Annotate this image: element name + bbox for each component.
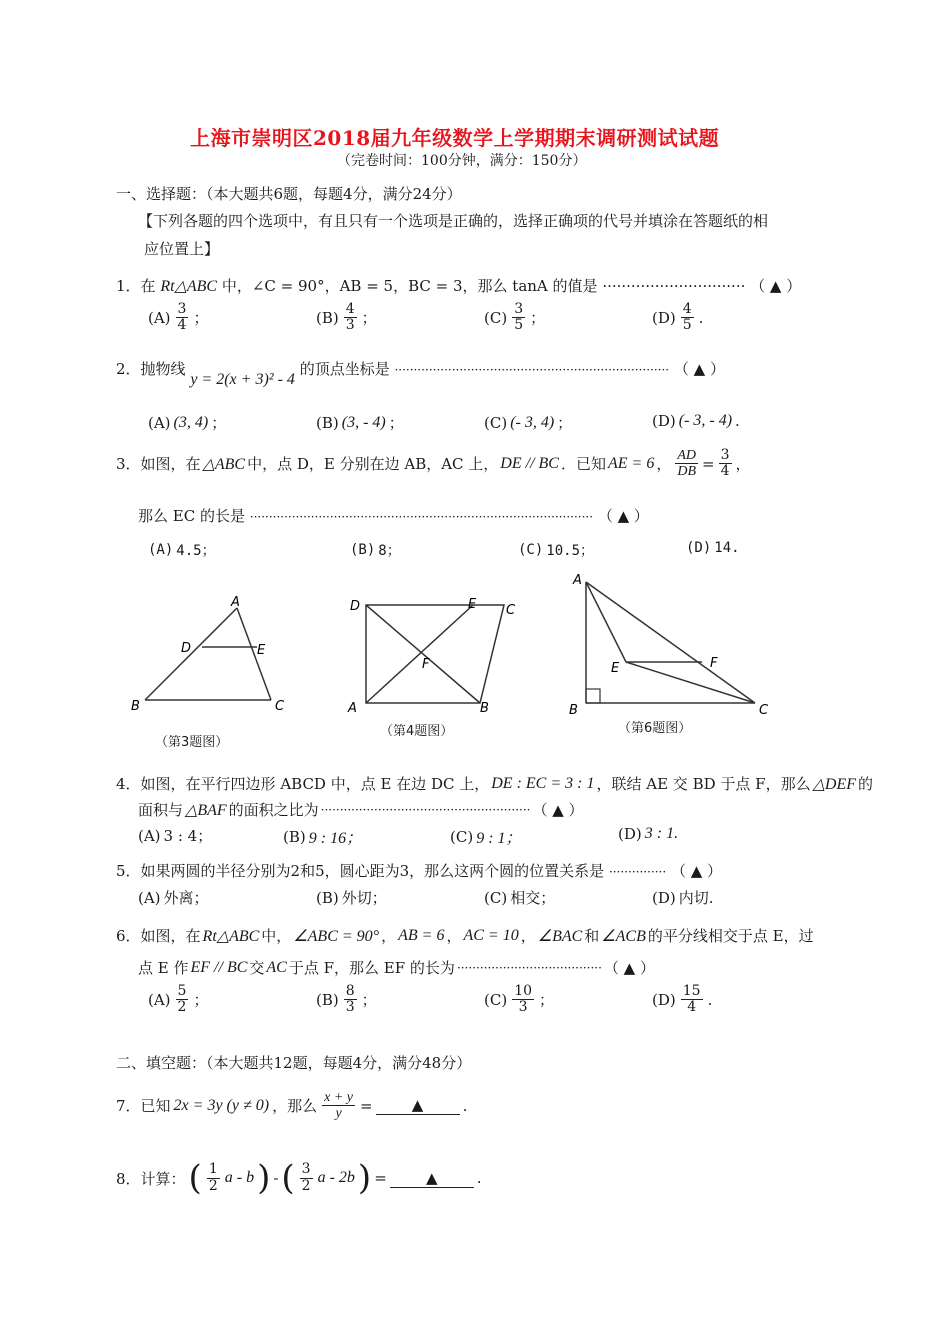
option-tail: ； (193, 309, 209, 328)
q1-stem: 中，∠C = 90°，AB = 5，BC = 3，那么 tanA 的值是 (221, 277, 598, 295)
q7-mid: ，那么 (272, 1097, 318, 1116)
fig6-right-angle (586, 689, 600, 703)
question-5 (116, 860, 722, 881)
q2-number: 2．抛物线 (116, 360, 186, 378)
fig4-label-a: A (348, 701, 357, 716)
q6-angle-acb: ∠ACB (601, 927, 646, 945)
question-7 (116, 1090, 467, 1122)
q5-stem: 5．如果两圆的半径分别为2和5，圆心距为3，那么这两个圆的位置关系是 (116, 862, 605, 880)
q6-segment-ac: AC (266, 958, 287, 976)
option-label: (A) (148, 308, 171, 327)
q7-lead: 7．已知 (116, 1097, 171, 1116)
q1-dots: ······························ (602, 277, 746, 295)
q1-option-b[interactable] (316, 302, 377, 334)
fig4-label-d: D (350, 599, 361, 614)
question-8: 8．计算： ( $\frac{1}{2}$ a - b ) - ( $\frac{3}{2}$ a - 2b ) = ▲ . (116, 1158, 482, 1198)
q2-option-d[interactable]: (D) (- 3, - 4) . (652, 412, 740, 430)
q6-cond-angle: ∠ABC = 90° (293, 927, 380, 945)
q5-option-c[interactable]: (C) 相交； (484, 888, 556, 907)
q4-stem-end: 的 (857, 775, 873, 793)
q6-stem: 6．如图，在 (116, 927, 201, 945)
fig3-caption: （第3题图） (155, 735, 229, 750)
question-4-line2 (138, 799, 584, 820)
fig4-label-f: F (422, 657, 430, 672)
figure-3 (125, 590, 305, 720)
q4-option-a[interactable]: (A) 3 : 4； (138, 826, 213, 845)
fig3-label-b: B (131, 699, 140, 714)
q2-option-a[interactable]: (A) (3, 4) ； (148, 413, 227, 432)
page-title: 上海市崇明区2018届九年级数学上学期期末调研测试试题 (190, 126, 720, 150)
fig3-label-c: C (275, 699, 285, 714)
figure-4 (340, 590, 530, 720)
option-fraction: $\frac{4}{5}$ (682, 301, 692, 334)
q4-stem: 4．如图，在平行四边形 ABCD 中，点 E 在边 DC 上， (116, 775, 490, 793)
q5-dots: ··············· (608, 865, 667, 879)
fig4-parallelogram (366, 605, 504, 703)
q8-expr2: a - 2b (317, 1169, 355, 1186)
q3-line2: 那么 EC 的长是 (138, 507, 245, 525)
q6-line2-cont: 交 (249, 959, 265, 977)
q3-number: 3．如图，在 (116, 455, 201, 474)
q2-formula: y = 2(x + 3)² - 4 (190, 371, 295, 388)
q4-line2: 面积与 (138, 801, 184, 819)
q4-option-d[interactable]: (D) 3 : 1. (618, 825, 679, 843)
question-3: 3．如图，在 △ABC 中，点 D，E 分别在边 AB，AC 上， DE // BC ．已知 AE = 6 ， $\frac{AD}{DB}$ = $\frac{3}{4}$ ， (116, 447, 751, 480)
question-3-line2 (138, 505, 649, 526)
option-label: (D) (652, 308, 676, 327)
q3-value: $\frac{3}{4}$ (720, 447, 730, 480)
exam-info: （完卷时间：100分钟，满分：150分） (337, 153, 587, 169)
q1-number: 1．在 (116, 277, 156, 295)
q5-answer-mark: （ ▲ ） (670, 862, 723, 880)
q1-option-d[interactable] (652, 302, 703, 334)
q6-option-d[interactable]: (D) $\frac{15}{4}$ . (652, 983, 713, 1016)
fig3-side-ac (237, 608, 271, 700)
fig4-label-b: B (480, 701, 489, 716)
q3-dots: ·························································································· (249, 510, 594, 524)
q3-answer-mark: （ ▲ ） (597, 507, 649, 525)
q6-dots: ······································ (456, 960, 602, 975)
question-6-line2 (138, 957, 655, 978)
fig3-label-e: E (257, 643, 266, 658)
fig6-caption: （第6题图） (618, 721, 692, 736)
q8-lead: 8．计算： (116, 1169, 186, 1188)
section2-heading: 二、填空题：（本大题共12题，每题4分，满分48分） (116, 1054, 472, 1072)
fig3-label-d: D (181, 641, 192, 656)
q6-cond-ab: AB = 6 (398, 926, 445, 944)
fig4-label-c: C (506, 603, 516, 618)
q7-equals: = (359, 1096, 373, 1115)
q6-line2-end: 于点 F，那么 EF 的长为 (288, 959, 455, 977)
q6-answer-mark: （ ▲ ） (603, 959, 655, 977)
option-tail: . (698, 308, 704, 327)
q5-option-d[interactable]: (D) 内切. (652, 888, 714, 907)
question-6: 6．如图，在 Rt△ABC 中， ∠ABC = 90° ， AB = 6 ， AC = 10 ， ∠BAC 和 ∠ACB 的平分线相交于点 E，过 (116, 926, 814, 945)
q6-option-a[interactable]: (A) $\frac{5}{2}$ ； (148, 983, 209, 1016)
section1-instruction: 【下列各题的四个选项中，有且只有一个选项是正确的，选择正确项的代号并填涂在答题纸的相 (138, 212, 769, 230)
q4-dots: ······················································· (320, 802, 531, 817)
fig3-label-a: A (231, 595, 240, 610)
section1-instruction-cont: 应位置上】 (144, 240, 220, 258)
option-tail: ； (361, 309, 377, 328)
q6-stem-end: 的平分线相交于点 E，过 (647, 927, 814, 945)
q3-option-a[interactable]: (A) 4.5； (148, 542, 216, 559)
q6-line2: 点 E 作 (138, 959, 189, 977)
option-fraction: $\frac{4}{3}$ (345, 301, 355, 334)
option-tail: ； (530, 309, 546, 328)
q4-answer-mark: （ ▲ ） (532, 801, 584, 819)
q6-option-b[interactable]: (B) $\frac{8}{3}$ ； (316, 983, 377, 1016)
q3-triangle: △ABC (202, 455, 246, 473)
q2-dots: ········································································ (394, 363, 670, 377)
fig4-caption: （第4题图） (380, 724, 454, 739)
q7-fraction: $\frac{x + y}{y}$ (324, 1090, 353, 1122)
fig6-label-a: A (573, 573, 582, 588)
option-fraction: $\frac{3}{5}$ (514, 301, 524, 334)
fig6-label-e: E (611, 661, 620, 676)
q2-answer-mark: （ ▲ ） (673, 360, 725, 378)
q8-expr1: a - b (224, 1169, 255, 1186)
fig6-label-c: C (759, 703, 769, 718)
q6-parallel: EF // BC (190, 958, 248, 976)
q4-option-c[interactable]: (C) 9 : 1； (450, 827, 522, 847)
q2-option-b[interactable]: (B) (3, - 4) ； (316, 413, 404, 432)
q4-triangle-baf: △BAF (185, 801, 227, 819)
q6-cond-ac: AC = 10 (463, 926, 519, 944)
fig6-bisector-ce (626, 662, 755, 703)
q2-stem: 的顶点坐标是 (299, 360, 390, 378)
q1-answer-mark: （ ▲ ） (750, 277, 802, 295)
q8-answer-blank[interactable]: ▲ (390, 1169, 474, 1188)
q3-option-c[interactable]: (C) 10.5； (518, 542, 595, 559)
q3-option-d[interactable]: (D) 14. (686, 540, 740, 556)
q4-line2-cont: 的面积之比为 (228, 801, 319, 819)
fig6-label-b: B (569, 703, 578, 718)
fig4-label-e: E (468, 597, 477, 612)
q4-ratio: DE : EC = 3 : 1 (491, 774, 595, 792)
q5-option-a[interactable]: (A) 外离； (138, 888, 209, 907)
question-1 (116, 275, 801, 296)
q6-and: 和 (584, 927, 600, 945)
q7-condition: 2x = 3y (y ≠ 0) (173, 1096, 270, 1114)
q4-option-b[interactable]: (B) 9 : 16； (283, 827, 363, 847)
fig6-bisector-ae (586, 582, 626, 662)
q3-ratio: $\frac{AD}{DB}$ (677, 448, 697, 480)
q3-given: AE = 6 (607, 454, 655, 472)
q3-equals: = (702, 454, 715, 473)
question-2 (116, 358, 725, 388)
q3-stem: 中，点 D，E 分别在边 AB，AC 上， (247, 455, 499, 474)
q3-option-b[interactable]: (B) 8； (350, 542, 401, 559)
q6-stem-cont: 中， (261, 927, 292, 945)
q6-angle-bac: ∠BAC (537, 927, 583, 945)
q8-end: . (476, 1169, 482, 1187)
q4-stem-cont: ，联结 AE 交 BD 于点 F，那么 (596, 775, 811, 793)
q7-answer-blank[interactable]: ▲ (376, 1096, 460, 1115)
option-label: (B) (316, 308, 339, 327)
q4-triangle-def: △DEF (812, 775, 856, 793)
question-4 (116, 773, 873, 794)
fig6-label-f: F (710, 656, 718, 671)
q8-minus: - (273, 1169, 279, 1187)
section1-heading: 一、选择题：（本大题共6题，每题4分，满分24分） (116, 185, 462, 203)
q5-option-b[interactable]: (B) 外切； (316, 888, 387, 907)
q3-stem-cont: ．已知 (560, 455, 606, 474)
option-label: (C) (484, 308, 508, 327)
q6-option-c[interactable]: (C) $\frac{10}{3}$ ； (484, 983, 555, 1016)
q3-parallel: DE // BC (500, 454, 559, 472)
q7-end: . (462, 1096, 468, 1115)
q2-option-c[interactable]: (C) (- 3, 4) ； (484, 413, 573, 432)
q1-option-a[interactable] (148, 302, 208, 334)
fig6-side-ac (586, 582, 755, 703)
q1-option-c[interactable] (484, 302, 545, 334)
q6-triangle: Rt△ABC (202, 927, 260, 945)
figure-6 (565, 570, 785, 720)
option-fraction: $\frac{3}{4}$ (177, 301, 187, 334)
q8-equals: = (374, 1169, 387, 1187)
q1-triangle: Rt△ABC (160, 278, 218, 295)
